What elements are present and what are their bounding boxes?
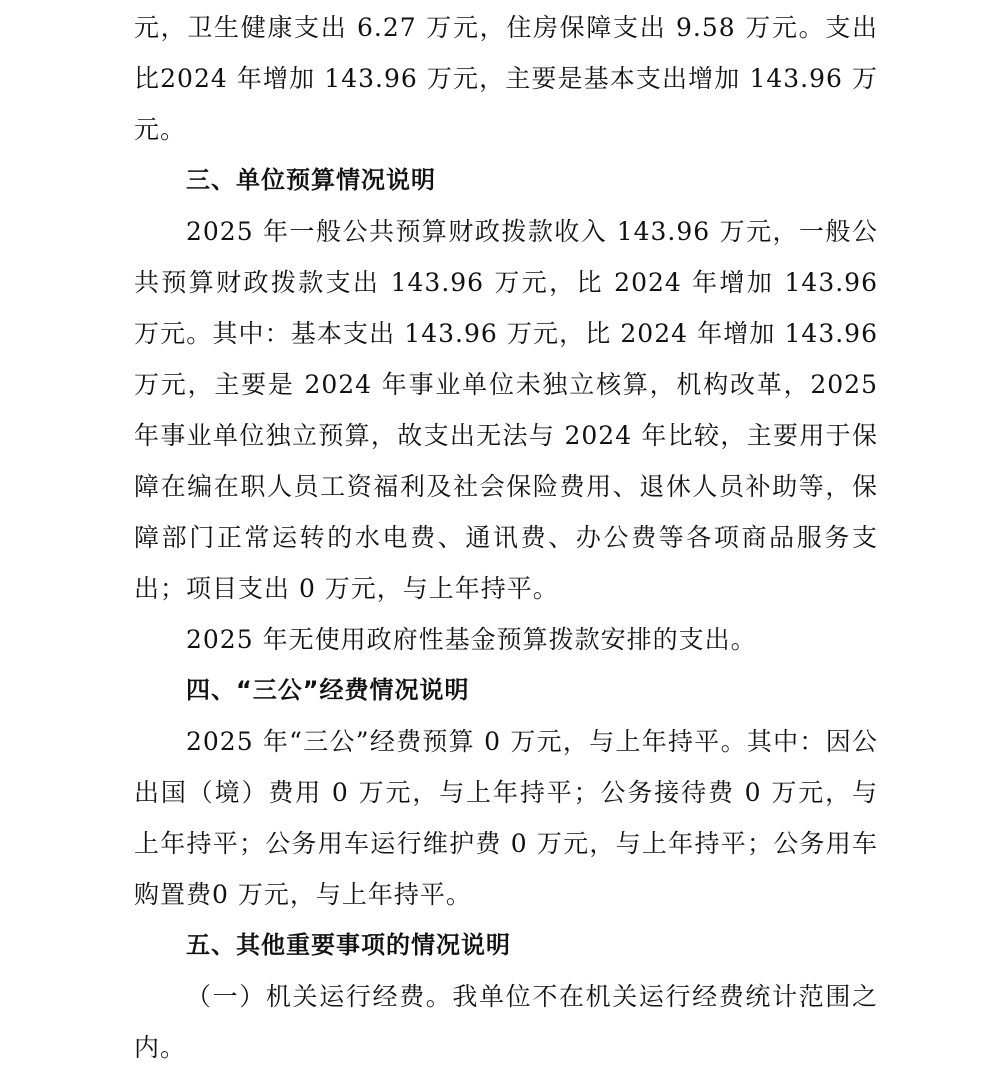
document-body <box>134 2 878 1073</box>
section-heading-three-public-expenses: 四、“三公”经费情况说明 <box>186 676 470 704</box>
paragraph-government-fund-budget: 2025 年无使用政府性基金预算拨款安排的支出。 <box>186 625 757 654</box>
paragraph-operating-expenses: （一）机关运行经费。我单位不在机关运行经费统计范围之内。 <box>134 982 878 1062</box>
paragraph-three-public-expenses: 2025 年“三公”经费预算 0 万元，与上年持平。其中：因公出国（境）费用 0 万元，与上年持平；公务接待费 0 万元，与上年持平；公务用车运行维护费 0 万元，与上年持平；公务用车购置费0 万元，与上年持平。 <box>134 727 878 909</box>
paragraph-expenditure-summary: 元，卫生健康支出 6.27 万元，住房保障支出 9.58 万元。支出比2024 年增加 143.96 万元，主要是基本支出增加 143.96 万元。 <box>134 13 878 144</box>
section-heading-other-matters: 五、其他重要事项的情况说明 <box>186 931 511 959</box>
paragraph-general-public-budget: 2025 年一般公共预算财政拨款收入 143.96 万元，一般公共预算财政拨款支出 143.96 万元，比 2024 年增加 143.96 万元。其中：基本支出 143.96 万元，比 2024 年增加 143.96 万元，主要是 2024 年事业单位未独立核算，机构改革，2025 年事业单位独立预算，故支出无法与 2024 年比较，主要用于保障在编在职人员工资福利及社会保险费用、退休人员补助等，保障部门正常运转的水电费、通讯费、办公费等各项商品服务支出；项目支出 0 万元，与上年持平。 <box>134 217 878 603</box>
section-heading-unit-budget: 三、单位预算情况说明 <box>186 166 436 194</box>
